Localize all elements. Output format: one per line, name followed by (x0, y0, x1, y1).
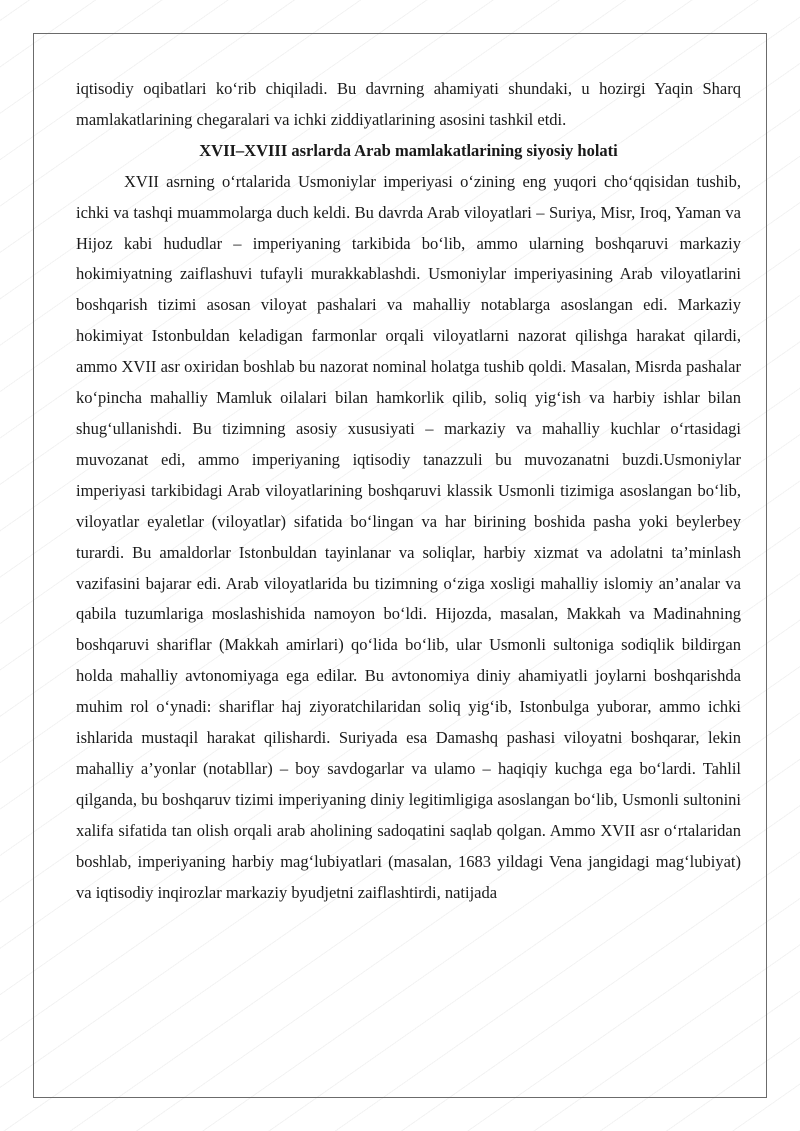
document-body (76, 74, 741, 908)
intro-paragraph: iqtisodiy oqibatlari koʻrib chiqiladi. Bu davrning ahamiyati shundaki, u hozirgi Yaqin Sharq mamlakatlarining chegaralari va ichki ziddiyatlarining asosini tashkil etdi. (76, 79, 741, 129)
body-paragraph: XVII asrning oʻrtalarida Usmoniylar imperiyasi oʻzining eng yuqori choʻqqisidan tushib, ichki va tashqi muammolarga duch keldi. Bu davrda Arab viloyatlari – Suriya, Misr, Iroq, Yaman va Hijoz kabi hududlar – imperiyaning tarkibida boʻlib, ammo ularning boshqaruvi markaziy hokimiyatning zaiflashuvi tufayli murakkablashdi. Usmoniylar imperiyasining Arab viloyatlarini boshqarish tizimi asosan viloyat pashalari va mahalliy notablarga asoslangan edi. Markaziy hokimiyat Istonbuldan keladigan farmonlar orqali viloyatlarni nazorat qilishga harakat qilardi, ammo XVII asr oxiridan boshlab bu nazorat nominal holatga tushib qoldi. Masalan, Misrda pashalar koʻpincha mahalliy Mamluk oilalari bilan hamkorlik qilib, soliq yigʻish va harbiy ishlar bilan shugʻullanishdi. Bu tizimning asosiy xususiyati – markaziy va mahalliy kuchlar oʻrtasidagi muvozanat edi, ammo imperiyaning iqtisodiy tanazzuli bu muvozanatni buzdi.Usmoniylar imperiyasi tarkibidagi Arab viloyatlarining boshqaruvi klassik Usmonli tizimiga asoslangan boʻlib, viloyatlar eyaletlar (viloyatlar) sifatida boʻlingan va har birining boshida pasha yoki beylerbey turardi. Bu amaldorlar Istonbuldan tayinlanar va soliqlar, harbiy xizmat va adolatni ta’minlash vazifasini bajarar edi. Arab viloyatlarida bu tizimning oʻziga xosligi mahalliy islomiy an’analar va qabila tuzumlariga moslashishida namoyon boʻldi. Hijozda, masalan, Makkah va Madinahning boshqaruvi shariflar (Makkah amirlari) qoʻlida boʻlib, ular Usmonli sultoniga sodiqlik bildirgan holda mahalliy avtonomiyaga ega edilar. Bu avtonomiya diniy ahamiyatli joylarni boshqarishda muhim rol oʻynadi: shariflar haj ziyoratchilaridan soliq yigʻib, Istonbulga yuborar, ammo ichki ishlarida mustaqil harakat qilishardi. Suriyada esa Damashq pashasi viloyatni boshqarar, lekin mahalliy a’yonlar (notabllar) – boy savdogarlar va ulamo – haqiqiy kuchga ega boʻlardi. Tahlil qilganda, bu boshqaruv tizimi imperiyaning diniy legitimligiga asoslangan boʻlib, Usmonli sultonini xalifa sifatida tan olish orqali arab aholining sadoqatini saqlab qolgan. Ammo XVII asr oʻrtalaridan boshlab, imperiyaning harbiy magʻlubiyatlari (masalan, 1683 yildagi Vena jangidagi magʻlubiyat) va iqtisodiy inqirozlar markaziy byudjetni zaiflashtirdi, natijada (76, 171, 741, 902)
section-heading: XVII–XVIII asrlarda Arab mamlakatlarining siyosiy holati (199, 140, 618, 160)
